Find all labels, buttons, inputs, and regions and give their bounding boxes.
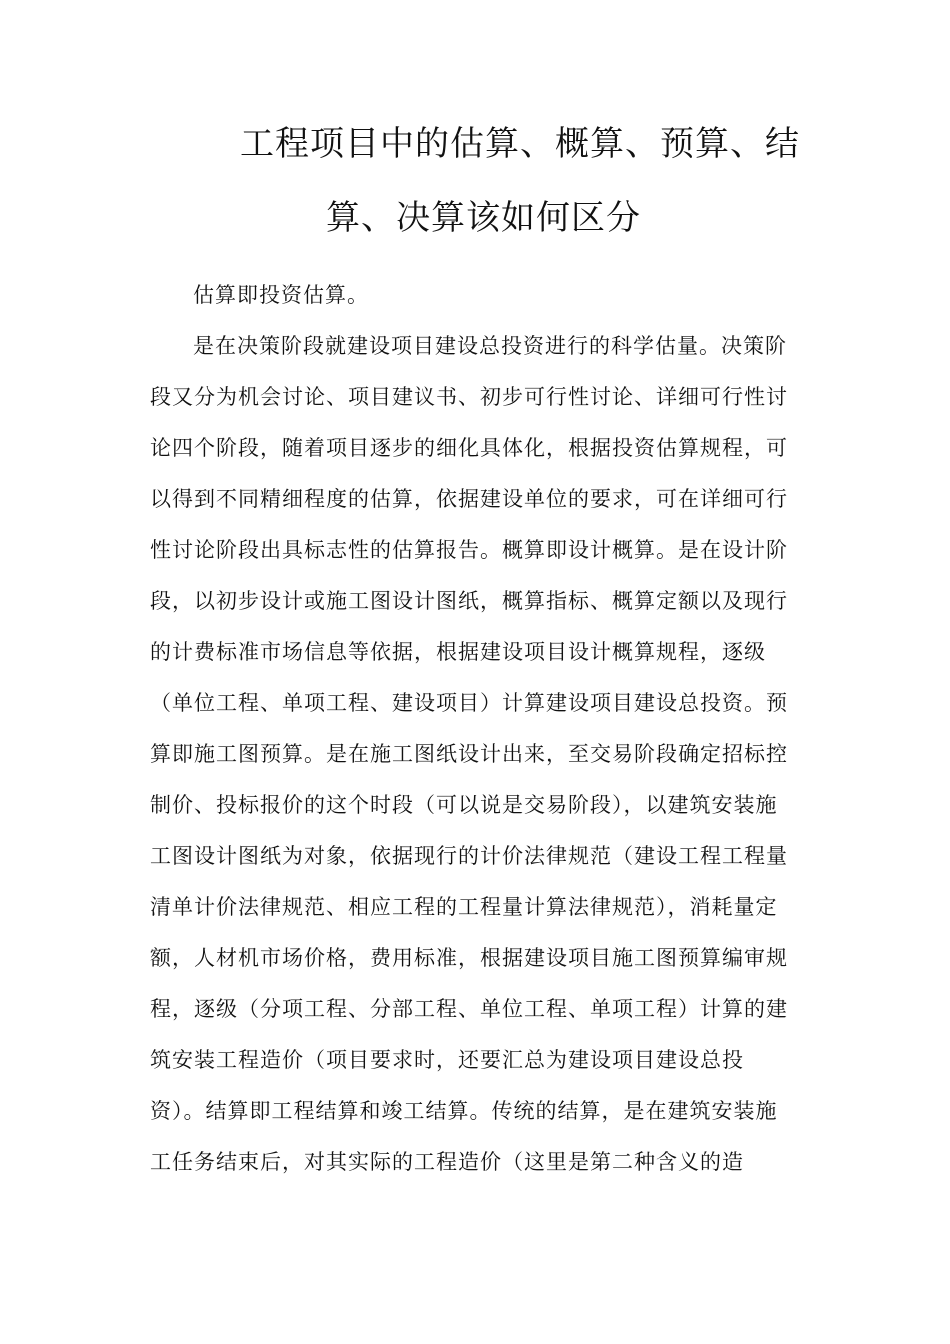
paragraph-line-18: 工任务结束后，对其实际的工程造价（这里是第二种含义的造 (150, 1150, 744, 1174)
paragraph-line-3: 段又分为机会讨论、项目建议书、初步可行性讨论、详细可行性讨 (150, 385, 788, 409)
paragraph-line-5: 以得到不同精细程度的估算，依据建设单位的要求，可在详细可行 (150, 487, 788, 511)
paragraph-line-8: 的计费标准市场信息等依据，根据建设项目设计概算规程，逐级 (150, 640, 766, 664)
paragraph-line-15: 程，逐级（分项工程、分部工程、单位工程、单项工程）计算的建 (150, 997, 788, 1021)
paragraph-line-10: 算即施工图预算。是在施工图纸设计出来，至交易阶段确定招标控 (150, 742, 788, 766)
document-title-line-1: 工程项目中的估算、概算、预算、结 (240, 124, 800, 164)
paragraph-line-13: 清单计价法律规范、相应工程的工程量计算法律规范），消耗量定 (150, 895, 778, 919)
paragraph-line-14: 额，人材机市场价格，费用标准，根据建设项目施工图预算编审规 (150, 946, 788, 970)
paragraph-line-17: 资）。结算即工程结算和竣工结算。传统的结算，是在建筑安装施 (150, 1099, 778, 1123)
paragraph-line-16: 筑安装工程造价（项目要求时，还要汇总为建设项目建设总投 (150, 1048, 744, 1072)
document-title-line-2: 算、决算该如何区分 (326, 198, 641, 238)
paragraph-line-11: 制价、投标报价的这个时段（可以说是交易阶段），以建筑安装施 (150, 793, 778, 817)
paragraph-line-9: （单位工程、单项工程、建设项目）计算建设项目建设总投资。预 (150, 691, 788, 715)
paragraph-line-4: 论四个阶段，随着项目逐步的细化具体化，根据投资估算规程，可 (150, 436, 788, 460)
paragraph-line-6: 性讨论阶段出具标志性的估算报告。概算即设计概算。是在设计阶 (150, 538, 788, 562)
paragraph-line-7: 段，以初步设计或施工图设计图纸，概算指标、概算定额以及现行 (150, 589, 788, 613)
paragraph-line-12: 工图设计图纸为对象，依据现行的计价法律规范（建设工程工程量 (150, 844, 788, 868)
paragraph-line-1: 估算即投资估算。 (193, 283, 369, 307)
paragraph-line-2: 是在决策阶段就建设项目建设总投资进行的科学估量。决策阶 (193, 334, 787, 358)
